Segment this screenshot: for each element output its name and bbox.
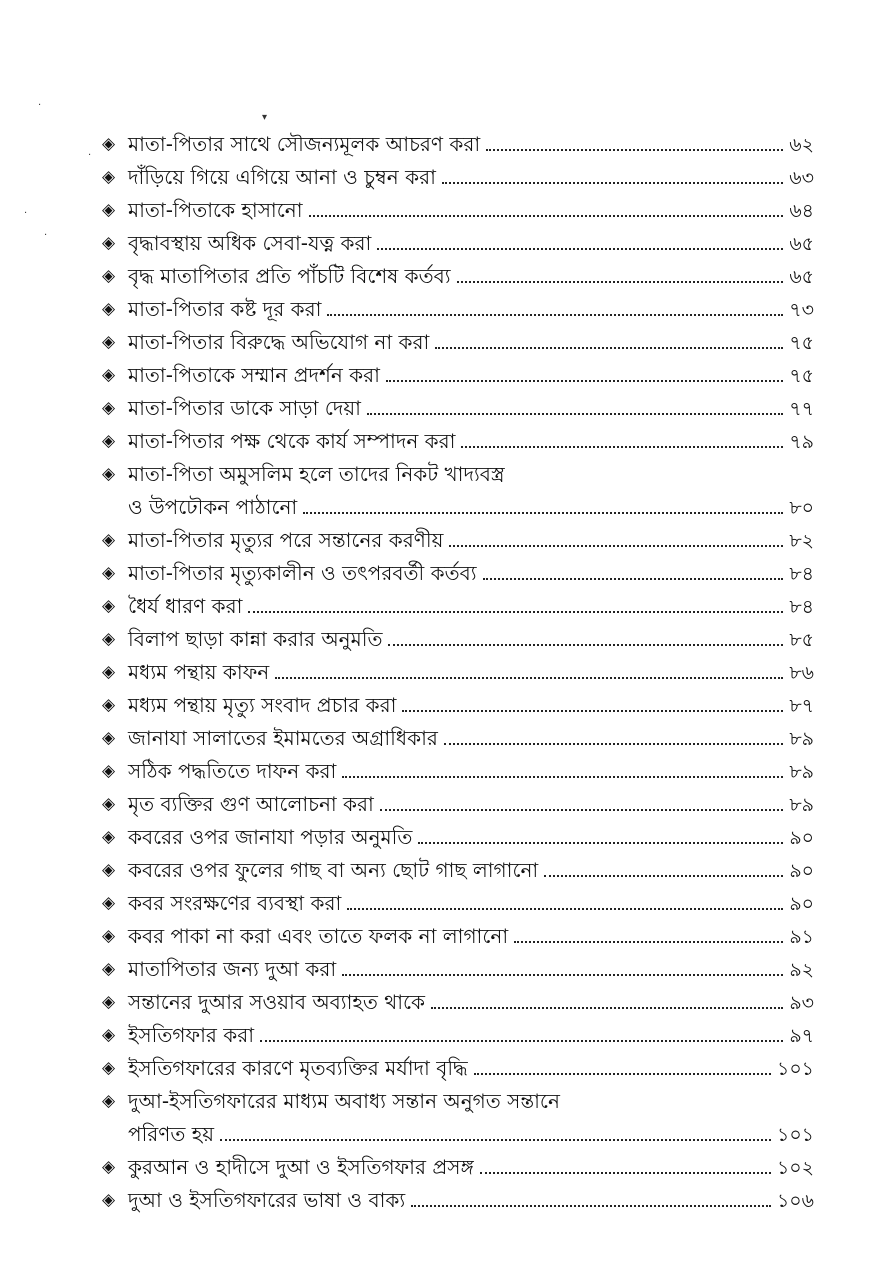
dot-leader: [411, 1205, 771, 1207]
toc-entry-title: কবরের ওপর জানাযা পড়ার অনুমতি: [128, 825, 413, 849]
page-number: ৭৫: [789, 332, 814, 354]
dot-leader: [367, 413, 783, 415]
page-number: ৬৪: [789, 200, 814, 222]
page-number: ১০২: [776, 1157, 814, 1179]
scan-speck: ·: [44, 230, 48, 241]
toc-entry-title: মাতা-পিতাকে হাসানো: [128, 198, 303, 222]
dot-leader: [380, 809, 783, 811]
page-number: ১০১: [776, 1124, 814, 1146]
toc-entry: [102, 887, 814, 920]
toc-entry: [102, 524, 814, 557]
diamond-bullet-icon: ◈: [102, 200, 116, 220]
diamond-bullet-icon: ◈: [102, 596, 116, 616]
toc-entry-title: সঠিক পদ্ধতিতে দাফন করা: [128, 759, 337, 783]
page-number: ৯০: [789, 860, 814, 882]
dot-leader: [431, 1007, 783, 1009]
page-number: ৬২: [789, 134, 814, 156]
diamond-bullet-icon: ◈: [102, 662, 116, 682]
scan-speck: ·: [88, 150, 92, 161]
toc-entry-title: মাতা-পিতার ডাকে সাড়া দেয়া: [128, 396, 361, 420]
toc-entry: [102, 227, 814, 260]
dot-leader: [474, 1073, 771, 1075]
page-number: ৬৫: [789, 266, 814, 288]
diamond-bullet-icon: ◈: [102, 332, 116, 352]
toc-entry-title: সন্তানের দুআর সওয়াব অব্যাহত থাকে: [128, 990, 426, 1014]
toc-entry-title: দুআ-ইসতিগফারের মাধ্যম অবাধ্য সন্তান অনুগত সন্তানে: [128, 1089, 560, 1113]
diamond-bullet-icon: ◈: [102, 398, 116, 418]
toc-entry-title-continued: পরিণত হয়: [128, 1122, 215, 1146]
toc-entry: [102, 689, 814, 722]
dot-leader: [435, 347, 783, 349]
diamond-bullet-icon: ◈: [102, 860, 116, 880]
diamond-bullet-icon: ◈: [102, 1190, 116, 1210]
diamond-bullet-icon: ◈: [102, 530, 116, 550]
diamond-bullet-icon: ◈: [102, 893, 116, 913]
toc-entry: [102, 953, 814, 986]
toc-entry: [102, 1184, 814, 1217]
scan-speck: ▾: [262, 112, 268, 123]
dot-leader: [220, 1139, 771, 1141]
toc-entry-title: মাতা-পিতার মৃত্যুর পরে সন্তানের করণীয়: [128, 528, 444, 552]
toc-entry: [102, 260, 814, 293]
toc-entry-title: মাতা-পিতাকে সম্মান প্রদর্শন করা: [128, 363, 380, 387]
page-number: ৮৫: [789, 629, 814, 651]
diamond-bullet-icon: ◈: [102, 299, 116, 319]
dot-leader: [480, 1172, 771, 1174]
toc-entry: [102, 623, 814, 656]
diamond-bullet-icon: ◈: [102, 1091, 116, 1111]
toc-entry: [102, 458, 814, 524]
toc-entry-title: মাতা-পিতার সাথে সৌজন্যমূলক আচরণ করা: [128, 132, 481, 156]
page-number: ৯০: [789, 893, 814, 915]
table-of-contents: [102, 128, 814, 1217]
toc-entry-title: মাতা-পিতার মৃত্যুকালীন ও তৎপরবর্তী কর্তব্য: [128, 561, 477, 585]
toc-entry: [102, 392, 814, 425]
diamond-bullet-icon: ◈: [102, 134, 116, 154]
page-number: ৮৪: [789, 596, 814, 618]
toc-entry-title: মধ্যম পন্থায় মৃত্যু সংবাদ প্রচার করা: [128, 693, 397, 717]
page-number: ৮২: [789, 530, 814, 552]
dot-leader: [347, 908, 783, 910]
toc-entry: [102, 821, 814, 854]
diamond-bullet-icon: ◈: [102, 1025, 116, 1045]
toc-entry: [102, 1085, 814, 1151]
dot-leader: [327, 314, 783, 316]
page-number: ১০১: [776, 1058, 814, 1080]
toc-entry: [102, 359, 814, 392]
diamond-bullet-icon: ◈: [102, 266, 116, 286]
page-number: ৯৩: [789, 992, 814, 1014]
toc-entry-title: মাতা-পিতা অমুসলিম হলে তাদের নিকট খাদ্যবস্ত্র: [128, 462, 505, 486]
toc-entry: [102, 1052, 814, 1085]
toc-entry-title: ইসতিগফার করা: [128, 1023, 255, 1047]
toc-entry: [102, 557, 814, 590]
diamond-bullet-icon: ◈: [102, 959, 116, 979]
dot-leader: [483, 578, 784, 580]
toc-entry: [102, 425, 814, 458]
diamond-bullet-icon: ◈: [102, 629, 116, 649]
page-number: ৮৬: [789, 662, 814, 684]
toc-entry-title: মৃত ব্যক্তির গুণ আলোচনা করা: [128, 792, 374, 816]
page-number: ৮৭: [789, 695, 814, 717]
diamond-bullet-icon: ◈: [102, 1157, 116, 1177]
toc-entry: [102, 1019, 814, 1052]
toc-entry-title: কুরআন ও হাদীসে দুআ ও ইসতিগফার প্রসঙ্গ: [128, 1155, 474, 1179]
toc-entry-title: মাতা-পিতার কষ্ট দূর করা: [128, 297, 322, 321]
dot-leader: [388, 644, 783, 646]
toc-entry: [102, 854, 814, 887]
dot-leader: [457, 281, 784, 283]
dot-leader: [514, 941, 783, 943]
toc-entry-title: কবর সংরক্ষণের ব্যবস্থা করা: [128, 891, 342, 915]
dot-leader: [248, 611, 783, 613]
page-number: ৯৭: [789, 1025, 814, 1047]
diamond-bullet-icon: ◈: [102, 563, 116, 583]
page-number: ৮৯: [789, 794, 814, 816]
page-number: ৮৪: [789, 563, 814, 585]
toc-entry-title: মধ্যম পন্থায় কাফন: [128, 660, 270, 684]
toc-entry: [102, 590, 814, 623]
diamond-bullet-icon: ◈: [102, 728, 116, 748]
toc-entry-title: বৃদ্ধাবস্থায় অধিক সেবা-যত্ন করা: [128, 231, 372, 255]
diamond-bullet-icon: ◈: [102, 365, 116, 385]
page-number: ৮৯: [789, 761, 814, 783]
dot-leader: [275, 677, 783, 679]
page-number: ৭৭: [789, 398, 814, 420]
toc-entry: [102, 986, 814, 1019]
page-number: ৬৫: [789, 233, 814, 255]
diamond-bullet-icon: ◈: [102, 926, 116, 946]
dot-leader: [260, 1040, 783, 1042]
diamond-bullet-icon: ◈: [102, 695, 116, 715]
dot-leader: [449, 545, 783, 547]
diamond-bullet-icon: ◈: [102, 431, 116, 451]
toc-entry: [102, 920, 814, 953]
toc-entry: [102, 326, 814, 359]
toc-entry-title: কবর পাকা না করা এবং তাতে ফলক না লাগানো: [128, 924, 509, 948]
dot-leader: [402, 710, 783, 712]
dot-leader: [444, 743, 783, 745]
scan-speck: ·: [24, 208, 28, 219]
dot-leader: [377, 248, 783, 250]
toc-entry-title: ইসতিগফারের কারণে মৃতব্যক্তির মর্যাদা বৃদ্ধি: [128, 1056, 468, 1080]
page-number: ৮০: [789, 497, 814, 519]
toc-entry: [102, 293, 814, 326]
page-number: ৯২: [789, 959, 814, 981]
toc-entry: [102, 722, 814, 755]
diamond-bullet-icon: ◈: [102, 233, 116, 253]
page-number: ৯০: [789, 827, 814, 849]
toc-entry-title: মাতা-পিতার বিরুদ্ধে অভিযোগ না করা: [128, 330, 430, 354]
page-number: ৭৫: [789, 365, 814, 387]
dot-leader: [442, 182, 783, 184]
toc-entry: [102, 161, 814, 194]
toc-entry: [102, 656, 814, 689]
dot-leader: [303, 512, 783, 514]
toc-entry-title: ধৈর্য ধারণ করা: [128, 594, 243, 618]
toc-entry-title: মাতাপিতার জন্য দুআ করা: [128, 957, 337, 981]
diamond-bullet-icon: ◈: [102, 464, 116, 484]
diamond-bullet-icon: ◈: [102, 992, 116, 1012]
diamond-bullet-icon: ◈: [102, 794, 116, 814]
page-number: ৬৩: [789, 167, 814, 189]
toc-entry-title: বৃদ্ধ মাতাপিতার প্রতি পাঁচটি বিশেষ কর্তব্য: [128, 264, 451, 288]
dot-leader: [418, 842, 783, 844]
toc-entry: [102, 1151, 814, 1184]
dot-leader: [342, 776, 783, 778]
toc-entry: [102, 755, 814, 788]
diamond-bullet-icon: ◈: [102, 1058, 116, 1078]
page-number: ৮৯: [789, 728, 814, 750]
page-number: ৯১: [789, 926, 814, 948]
toc-entry-title: দুআ ও ইসতিগফারের ভাষা ও বাক্য: [128, 1188, 406, 1212]
dot-leader: [544, 875, 783, 877]
page-number: ৭৯: [789, 431, 814, 453]
toc-entry-title: মাতা-পিতার পক্ষ থেকে কার্য সম্পাদন করা: [128, 429, 456, 453]
toc-entry-title: বিলাপ ছাড়া কান্না করার অনুমতি: [128, 627, 383, 651]
toc-entry: [102, 788, 814, 821]
diamond-bullet-icon: ◈: [102, 761, 116, 781]
dot-leader: [386, 380, 783, 382]
toc-entry-title: জানাযা সালাতের ইমামতের অগ্রাধিকার: [128, 726, 438, 750]
toc-entry-title-continued: ও উপঢৌকন পাঠানো: [128, 495, 298, 519]
dot-leader: [309, 215, 784, 217]
toc-entry-title: কবরের ওপর ফুলের গাছ বা অন্য ছোট গাছ লাগানো: [128, 858, 539, 882]
scan-speck: ·: [38, 100, 42, 111]
page-number: ১০৬: [776, 1190, 814, 1212]
toc-entry-title: দাঁড়িয়ে গিয়ে এগিয়ে আনা ও চুম্বন করা: [128, 165, 436, 189]
dot-leader: [342, 974, 783, 976]
toc-entry: [102, 194, 814, 227]
diamond-bullet-icon: ◈: [102, 167, 116, 187]
dot-leader: [461, 446, 783, 448]
dot-leader: [486, 149, 783, 151]
diamond-bullet-icon: ◈: [102, 827, 116, 847]
page-number: ৭৩: [789, 299, 814, 321]
toc-entry: [102, 128, 814, 161]
